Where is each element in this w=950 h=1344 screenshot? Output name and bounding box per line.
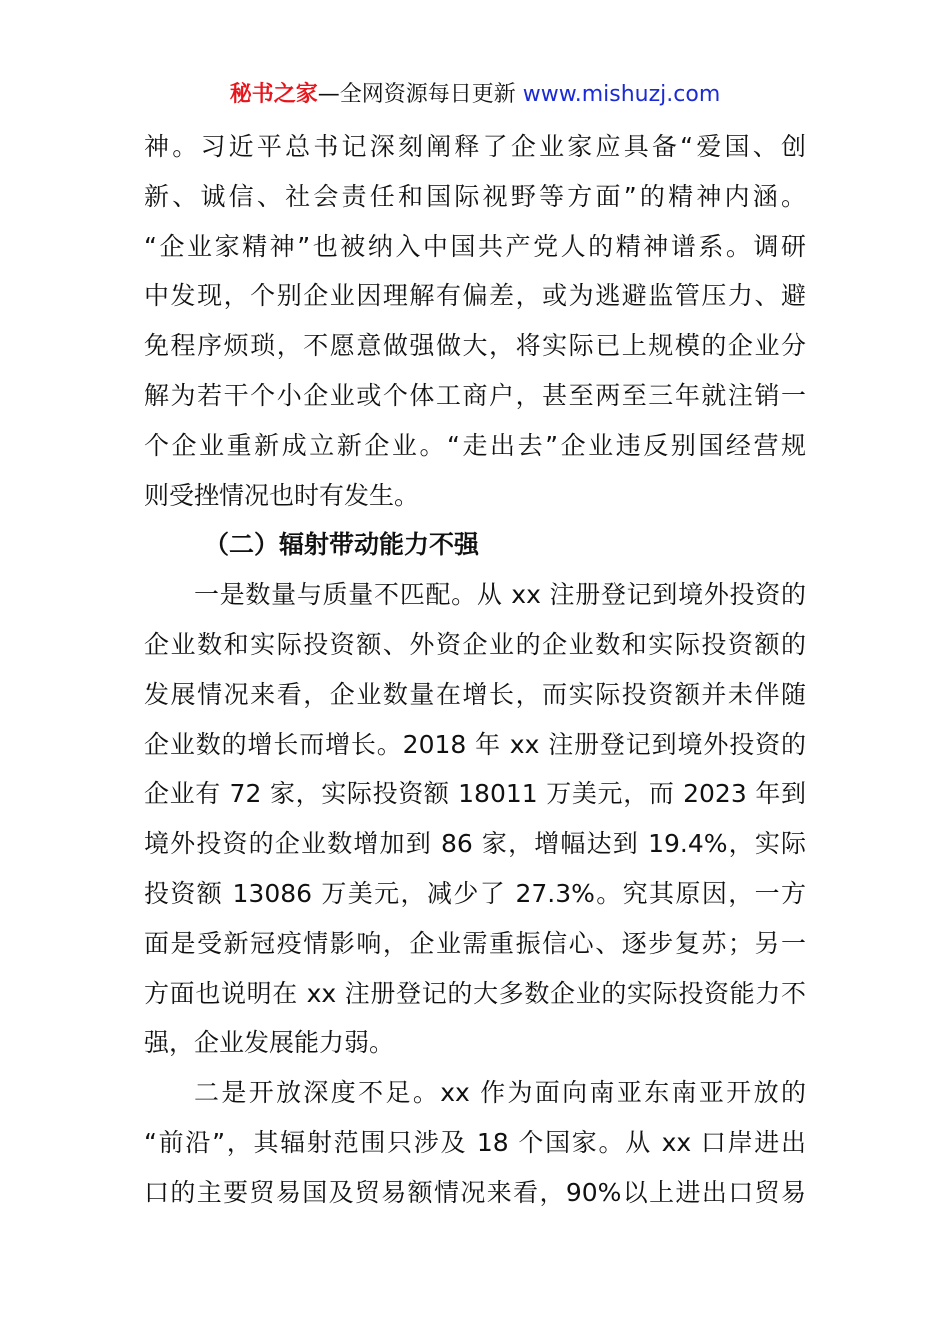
- paragraph-line: 发展情况来看，企业数量在增长，而实际投资额并未伴随: [144, 679, 806, 709]
- paragraph-line: 口的主要贸易国及贸易额情况来看，90%以上进出口贸易: [144, 1177, 806, 1207]
- paragraph-line: 二是开放深度不足。xx 作为面向南亚东南亚开放的: [194, 1078, 806, 1108]
- paragraph-line: 神。习近平总书记深刻阐释了企业家应具备“爱国、创: [144, 132, 806, 161]
- paragraph-line: 中发现，个别企业因理解有偏差，或为逃避监管压力、避: [144, 281, 806, 311]
- paragraph-line: 面是受新冠疫情影响，企业需重振信心、逐步复苏；另一: [144, 928, 806, 958]
- paragraph-line: 投资额 13086 万美元，减少了 27.3%。究其原因，一方: [144, 878, 806, 908]
- section-heading: （二）辐射带动能力不强: [204, 530, 480, 560]
- site-banner: [0, 80, 950, 110]
- site-tagline: —全网资源每日更新: [317, 82, 516, 107]
- paragraph-line: 则受挫情况也时有发生。: [144, 480, 420, 510]
- paragraph-line: 个企业重新成立新企业。“走出去”企业违反别国经营规: [144, 430, 806, 460]
- paragraph-line: 企业数的增长而增长。2018 年 xx 注册登记到境外投资的: [144, 729, 806, 759]
- paragraph-line: “前沿”，其辐射范围只涉及 18 个国家。从 xx 口岸进出: [144, 1127, 806, 1157]
- paragraph-line: 一是数量与质量不匹配。从 xx 注册登记到境外投资的: [194, 580, 806, 610]
- paragraph-line: 方面也说明在 xx 注册登记的大多数企业的实际投资能力不: [144, 978, 806, 1008]
- paragraph-line: 境外投资的企业数增加到 86 家，增幅达到 19.4%，实际: [144, 829, 806, 859]
- paragraph-line: 解为若干个小企业或个体工商户，甚至两至三年就注销一: [144, 380, 806, 410]
- paragraph-line: 免程序烦琐，不愿意做强做大，将实际已上规模的企业分: [144, 331, 806, 361]
- paragraph-line: 企业数和实际投资额、外资企业的企业数和实际投资额的: [144, 629, 806, 659]
- site-brand: 秘书之家: [229, 82, 318, 107]
- paragraph-line: 新、诚信、社会责任和国际视野等方面”的精神内涵。: [144, 181, 806, 211]
- paragraph-line: 强，企业发展能力弱。: [144, 1028, 395, 1058]
- paragraph-line: “企业家精神”也被纳入中国共产党人的精神谱系。调研: [144, 231, 806, 261]
- paragraph-line: 企业有 72 家，实际投资额 18011 万美元，而 2023 年到: [144, 779, 806, 809]
- site-url-link[interactable]: www.mishuzj.com: [522, 82, 721, 107]
- document-body: [144, 122, 806, 1218]
